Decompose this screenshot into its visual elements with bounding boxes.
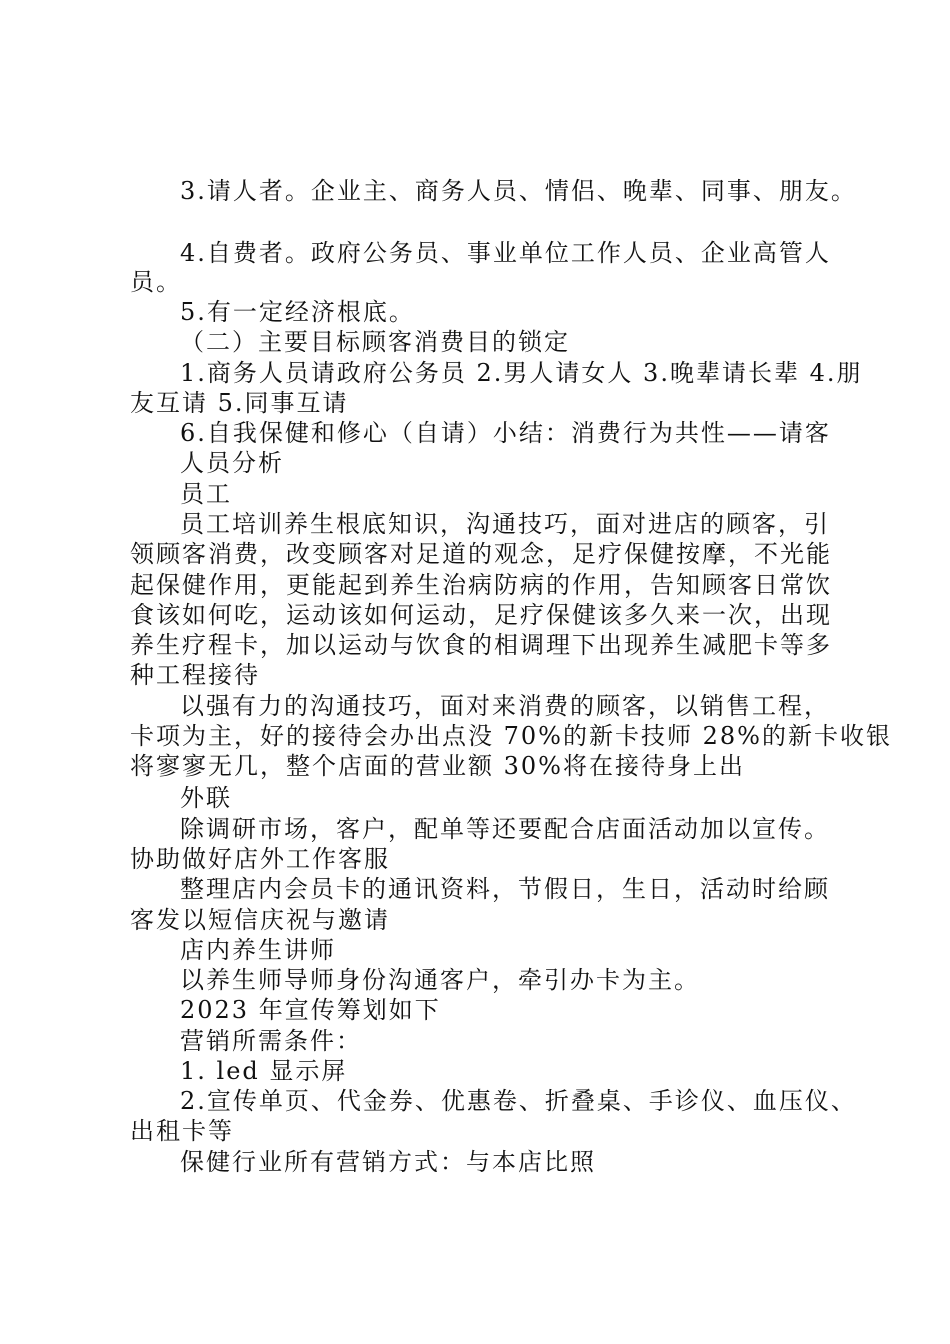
text-line: 3.请人者。企业主、商务人员、情侣、晚辈、同事、朋友。	[180, 177, 857, 205]
text-line: 5.有一定经济根底。	[180, 298, 415, 326]
text-line: 食该如何吃，运动该如何运动，足疗保健该多久来一次，出现	[130, 601, 832, 629]
text-line: 卡项为主，好的接待会办出点没 70%的新卡技师 28%的新卡收银	[130, 722, 892, 750]
text-line: 客发以短信庆祝与邀请	[130, 906, 390, 934]
section-heading: 外联	[180, 784, 232, 812]
text-line: 4.自费者。政府公务员、事业单位工作人员、企业高管人	[180, 239, 831, 267]
text-line: 员工培训养生根底知识，沟通技巧，面对进店的顾客，引	[180, 510, 830, 538]
text-line: 友互请 5.同事互请	[130, 389, 349, 417]
text-line: 以强有力的沟通技巧，面对来消费的顾客，以销售工程，	[180, 692, 830, 720]
text-line: 领顾客消费，改变顾客对足道的观念，足疗保健按摩，不光能	[130, 540, 832, 568]
text-line: 以养生师导师身份沟通客户，牵引办卡为主。	[180, 966, 700, 994]
text-line: 出租卡等	[130, 1117, 234, 1145]
section-heading: （二）主要目标顾客消费目的锁定	[180, 328, 570, 356]
text-line: 养生疗程卡，加以运动与饮食的相调理下出现养生减肥卡等多	[130, 631, 832, 659]
text-line: 1.商务人员请政府公务员 2.男人请女人 3.晚辈请长辈 4.朋	[180, 359, 863, 387]
text-line: 种工程接待	[130, 661, 260, 689]
section-heading: 人员分析	[180, 449, 284, 477]
text-line: 协助做好店外工作客服	[130, 845, 390, 873]
text-line: 员。	[130, 268, 182, 296]
text-line: 营销所需条件：	[180, 1027, 362, 1055]
text-line: 6.自我保健和修心（自请）小结：消费行为共性——请客	[180, 419, 831, 447]
text-line: 整理店内会员卡的通讯资料，节假日，生日，活动时给顾	[180, 875, 830, 903]
section-heading: 店内养生讲师	[180, 936, 336, 964]
list-item: 2.宣传单页、代金券、优惠卷、折叠桌、手诊仪、血压仪、	[180, 1087, 857, 1115]
section-heading: 员工	[180, 480, 232, 508]
text-line: 将寥寥无几，整个店面的营业额 30%将在接待身上出	[130, 752, 745, 780]
list-item: 1. led 显示屏	[180, 1057, 348, 1085]
text-line: 保健行业所有营销方式：与本店比照	[180, 1148, 596, 1176]
text-line: 除调研市场，客户，配单等还要配合店面活动加以宣传。	[180, 815, 830, 843]
text-line: 起保健作用，更能起到养生治病防病的作用，告知顾客日常饮	[130, 571, 832, 599]
section-heading: 2023 年宣传筹划如下	[180, 996, 441, 1024]
